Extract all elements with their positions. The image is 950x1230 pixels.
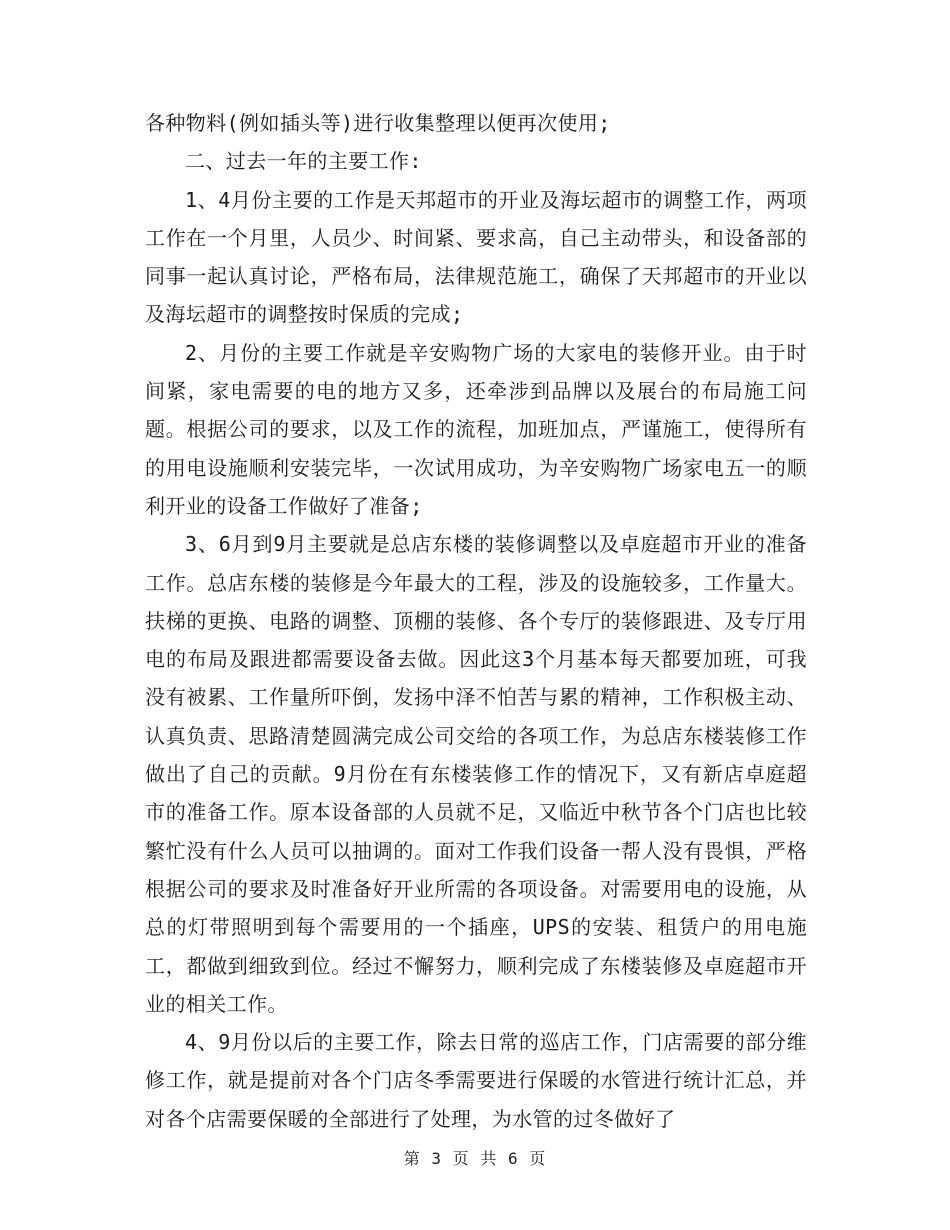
footer-label-di: 第 xyxy=(403,1149,421,1168)
footer-total-pages: 6 xyxy=(507,1149,519,1168)
paragraph-0: 各种物料(例如插头等)进行收集整理以便再次使用; xyxy=(145,111,611,135)
document-body xyxy=(145,104,807,1138)
footer-label-ye: 页 xyxy=(452,1149,470,1168)
paragraph-1: 二、过去一年的主要工作: xyxy=(185,149,422,174)
page-footer xyxy=(0,1149,950,1169)
paragraph-2: 1、4月份主要的工作是天邦超市的开业及海坛超市的调整工作，两项工作在一个月里，人员少、时间紧、要求高，自己主动带头，和设备部的同事一起认真讨论，严格布局，法律规范施工，确保了天邦超市的开业以及海坛超市的调整按时保质的完成; xyxy=(145,187,807,327)
footer-label-gong: 共 xyxy=(480,1149,498,1168)
footer-current-page: 3 xyxy=(431,1149,443,1168)
footer-label-ye2: 页 xyxy=(529,1149,547,1168)
paragraph-4: 3、6月到9月主要就是总店东楼的装修调整以及卓庭超市开业的准备工作。总店东楼的装修是今年最大的工程，涉及的设施较多，工作量大。扶梯的更换、电路的调整、顶棚的装修、各个专厅的装修跟进、及专厅用电的布局及跟进都需要设备去做。因此这3个月基本每天都要加班，可我没有被累、工作量所吓倒，发扬中泽不怕苦与累的精神，工作积极主动、认真负责、思路清楚圆满完成公司交给的各项工作，为总店东楼装修工作做出了自己的贡献。9月份在有东楼装修工作的情况下，又有新店卓庭超市的准备工作。原本设备部的人员就不足，又临近中秋节各个门店也比较繁忙没有什么人员可以抽调的。面对工作我们设备一帮人没有畏惧，严格根据公司的要求及时准备好开业所需的各项设备。对需要用电的设施，从总的灯带照明到每个需要用的一个插座，UPS的安装、租赁户的用电施工，都做到细致到位。经过不懈努力，顺利完成了东楼装修及卓庭超市开业的相关工作。 xyxy=(145,532,807,1016)
paragraph-5: 4、9月份以后的主要工作，除去日常的巡店工作，门店需要的部分维修工作，就是提前对各个门店冬季需要进行保暖的水管进行统计汇总，并对各个店需要保暖的全部进行了处理，为水管的过冬做好了 xyxy=(145,1030,807,1131)
paragraph-3: 2、月份的主要工作就是辛安购物广场的大家电的装修开业。由于时间紧，家电需要的电的地方又多，还牵涉到品牌以及展台的布局施工问题。根据公司的要求，以及工作的流程，加班加点，严谨施工，使得所有的用电设施顺利安装完毕，一次试用成功，为辛安购物广场家电五一的顺利开业的设备工作做好了准备; xyxy=(145,340,807,518)
